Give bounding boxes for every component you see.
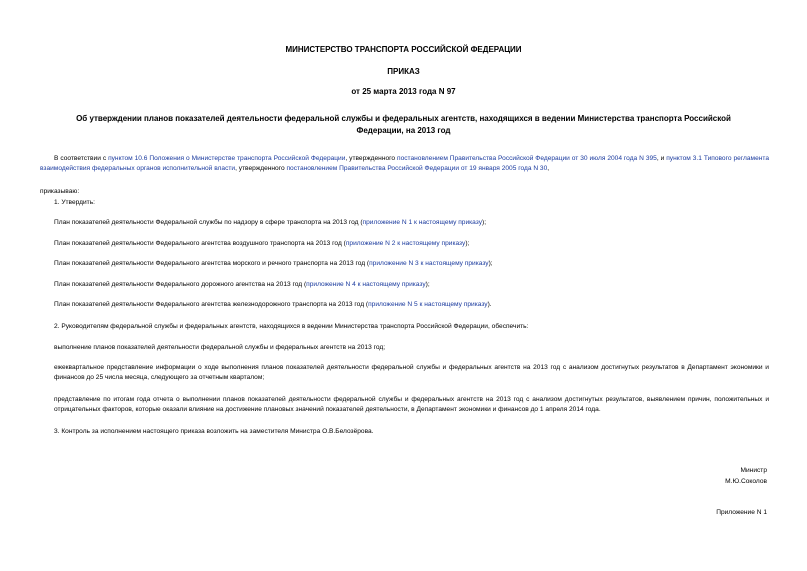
ministry-title: МИНИСТЕРСТВО ТРАНСПОРТА РОССИЙСКОЙ ФЕДЕРАЦИИ <box>285 45 522 54</box>
item-2-a: выполнение планов показателей деятельности федеральной службы и федеральных агентств на 2013 год; <box>54 344 386 351</box>
link-appendix-5[interactable]: приложение N 5 к настоящему приказу <box>368 301 488 308</box>
link-appendix-3[interactable]: приложение N 3 к настоящему приказу <box>369 260 489 267</box>
link-appendix-4[interactable]: приложение N 4 к настоящему приказу <box>306 281 426 288</box>
appendix-label: Приложение N 1 <box>716 509 767 516</box>
doc-type: ПРИКАЗ <box>387 67 420 76</box>
link-decree-395[interactable]: постановлением Правительства Российской Федерации от 30 июля 2004 года N 395 <box>397 155 657 162</box>
link-clause-10-6[interactable]: пунктом 10.6 Положения о Министерстве транспорта Российской Федерации <box>108 155 346 162</box>
item-2-b: ежеквартальное представление информации о ходе выполнения планов показателей деятельности федеральной службы и федеральных агентств на 2013 год с анализом достигнутых результатов в Департамент экономики и финансов до 25 числа месяца, следующего за отчетным кварталом; <box>54 364 769 381</box>
item-2-c: представление по итогам года отчета о выполнении планов показателей деятельности федеральной службы и федеральных агентств на 2013 год с анализом достигнутых результатов, выявлением причин, положительных и отрицательных факторов, которые оказали влияние на достижение плановых значений показателей деятельности, в Департамент экономики и финансов до 1 апреля 2014 года. <box>54 396 769 413</box>
signature-title: Министр <box>740 467 767 474</box>
item-2: 2. Руководителям федеральной службы и федеральных агентств, находящихся в ведении Министерства транспорта Российской Федерации, обеспечить: <box>54 323 529 330</box>
plan-item: План показателей деятельности Федерального агентства морского и речного транспорта на 2013 год (приложение N 3 к настоящему приказу); <box>54 260 493 267</box>
link-decree-30[interactable]: постановлением Правительства Российской Федерации от 19 января 2005 года N 30 <box>286 164 548 172</box>
item-1: 1. Утвердить: <box>54 199 95 206</box>
link-appendix-2[interactable]: приложение N 2 к настоящему приказу <box>345 240 466 247</box>
item-3: 3. Контроль за исполнением настоящего приказа возложить на заместителя Министра О.В.Белозёрова. <box>54 428 374 435</box>
doc-date-number: от 25 марта 2013 года N 97 <box>351 87 456 96</box>
plan-item: План показателей деятельности Федерального дорожного агентства на 2013 год (приложение N 4 к настоящему приказу); <box>54 281 430 288</box>
link-appendix-1[interactable]: приложение N 1 к настоящему приказу <box>362 219 483 226</box>
plan-item: План показателей деятельности Федеральной службы по надзору в сфере транспорта на 2013 год (приложение N 1 к настоящему приказу); <box>54 219 487 226</box>
signature-name: М.Ю.Соколов <box>725 478 767 485</box>
plan-item: План показателей деятельности Федерального агентства железнодорожного транспорта на 2013 год (приложение N 5 к настоящему приказу). <box>54 301 492 308</box>
link-clause-3-1[interactable]: пунктом 3.1 Типового регламента взаимодействия федеральных органов исполнительной власти <box>40 155 770 172</box>
preamble: В соответствии с пунктом 10.6 Положения о Министерстве транспорта Российской Федерации, утвержденного постановлением Правительства Российской Федерации от 30 июля 2004 года N 395, и пунктом 3.1 Типового регламента взаимодействия федеральных органов исполнительной власти, утвержденного постановлением Правительства Российской Федерации от 19 января 2005 года N 30, <box>40 155 770 172</box>
order-word: приказываю: <box>40 188 80 195</box>
plan-item: План показателей деятельности Федерального агентства воздушного транспорта на 2013 год (приложение N 2 к настоящему приказу); <box>54 240 470 247</box>
doc-subject: Об утверждении планов показателей деятельности федеральной службы и федеральных агентств, находящихся в ведении Министерства транспорта Российской Федерации, на 2013 год <box>76 114 731 135</box>
